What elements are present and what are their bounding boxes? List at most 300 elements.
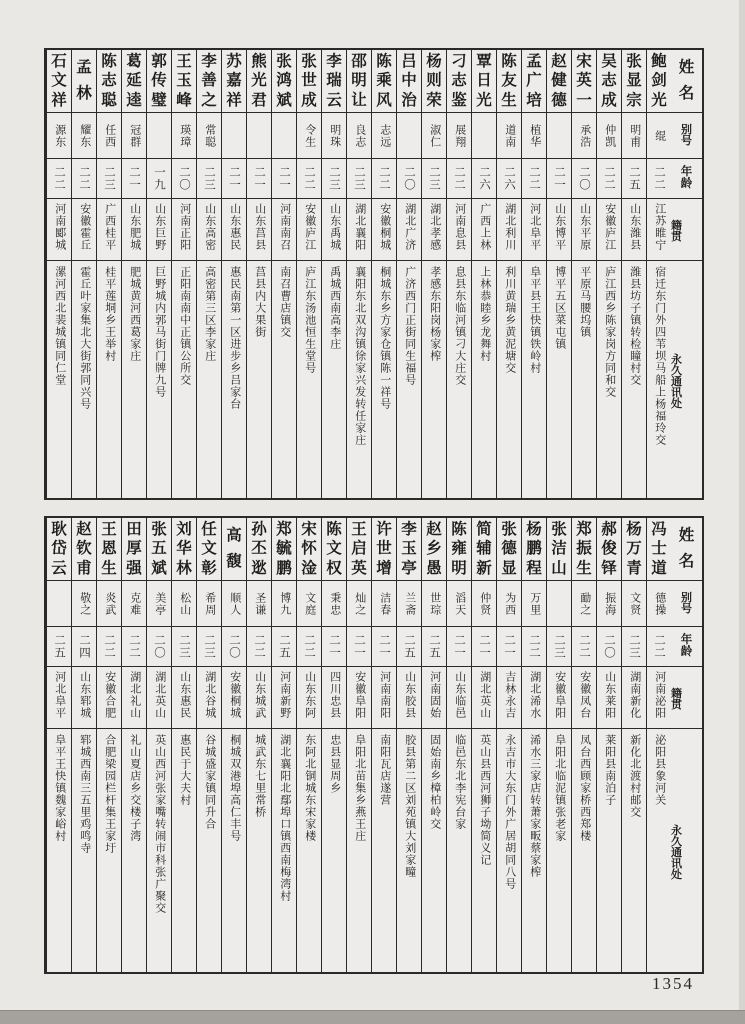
name-char: 熊 (251, 52, 267, 70)
native-place-cell (522, 667, 546, 729)
name-char: 成 (601, 91, 617, 109)
age-cell-text: 二一 (453, 634, 466, 659)
name-char: 治 (401, 91, 417, 109)
name-cell (597, 50, 621, 113)
header-label-char: 永 (671, 824, 682, 837)
age-cell (497, 627, 521, 667)
header-age-cell (671, 159, 702, 199)
native-place-cell-text: 山东临邑 (453, 671, 466, 719)
entry-column (271, 518, 296, 972)
name-char: 光 (251, 72, 267, 90)
header-native-cell (671, 667, 702, 729)
alias-cell-text: 源东 (53, 123, 66, 148)
age-cell-text: 二二 (103, 634, 116, 659)
entry-column (471, 50, 496, 498)
name-char: 俊 (601, 540, 617, 558)
alias-cell (647, 113, 671, 159)
name-char: 增 (376, 559, 392, 577)
age-cell (622, 159, 646, 199)
age-cell (322, 627, 346, 667)
entry-column (421, 50, 446, 498)
name-cell (97, 50, 121, 113)
entry-column (71, 50, 96, 498)
name-cell (222, 518, 246, 581)
age-cell-text: 二一 (278, 166, 291, 191)
alias-cell-text: 文贤 (628, 591, 641, 616)
scan-edge-bottom (0, 1010, 745, 1024)
age-cell-text: 二二 (603, 166, 616, 191)
name-char: 李 (201, 52, 217, 70)
name-char: 馥 (226, 553, 242, 571)
name-char: 鹏 (276, 559, 292, 577)
age-cell (97, 627, 121, 667)
native-place-cell (172, 667, 196, 729)
address-cell-text: 巨野城内郭马街门牌九号 (153, 266, 166, 398)
name-char: 葛 (126, 52, 142, 70)
address-cell-text: 凤台西顾家桥西郑楼 (578, 734, 591, 842)
native-place-cell-text: 山东郓城 (78, 671, 91, 719)
address-cell (597, 261, 621, 498)
address-cell (247, 261, 271, 498)
address-cell (372, 729, 396, 972)
address-cell-text: 新化北渡村邮交 (628, 734, 641, 818)
name-char: 覃 (476, 52, 492, 70)
address-cell-text: 谷城盛家镇同升合 (203, 734, 216, 830)
age-cell-text: 二二 (253, 634, 266, 659)
age-cell (547, 627, 571, 667)
address-cell-text: 胶县第二区刘苑镇大刘家疃 (403, 734, 416, 878)
header-label-char: 久 (671, 835, 682, 848)
alias-cell-text: 松山 (178, 591, 191, 616)
name-char: 友 (501, 72, 517, 90)
alias-cell (72, 113, 96, 159)
age-cell-text: 二〇 (578, 166, 591, 191)
name-char: 玉 (401, 540, 417, 558)
name-char: 璧 (151, 91, 167, 109)
alias-cell-text: 灿之 (353, 591, 366, 616)
native-place-cell-text: 湖北英山 (153, 671, 166, 719)
address-cell (522, 261, 546, 498)
alias-cell-text: 希周 (203, 591, 216, 616)
age-cell (572, 159, 596, 199)
name-char: 高 (226, 527, 242, 545)
name-char: 文 (326, 540, 342, 558)
address-cell-text: 庐江东汤池恒生堂号 (303, 266, 316, 374)
age-cell-text: 二〇 (228, 634, 241, 659)
age-cell (197, 159, 221, 199)
header-column (671, 50, 702, 498)
name-cell (547, 50, 571, 113)
age-cell (497, 159, 521, 199)
native-place-cell-text: 安徽合肥 (103, 671, 116, 719)
native-place-cell-text: 湖北浠水 (528, 671, 541, 719)
native-place-cell (372, 667, 396, 729)
name-cell (422, 518, 446, 581)
native-place-cell-text: 安徽凤台 (578, 671, 591, 719)
native-place-cell-text: 山东禹城 (328, 203, 341, 251)
alias-cell-text: 振海 (603, 591, 616, 616)
address-cell (422, 261, 446, 498)
name-char: 显 (501, 559, 517, 577)
alias-cell (47, 581, 71, 627)
native-place-cell-text: 河北阜平 (53, 671, 66, 719)
alias-cell (497, 113, 521, 159)
name-char: 林 (176, 559, 192, 577)
native-place-cell (47, 667, 71, 729)
name-cell (522, 50, 546, 113)
header-label-char: 年 (680, 166, 693, 178)
age-cell (72, 627, 96, 667)
name-char: 郝 (601, 520, 617, 538)
name-char: 世 (376, 540, 392, 558)
native-place-cell (297, 199, 321, 261)
age-cell (422, 159, 446, 199)
alias-cell (72, 581, 96, 627)
name-cell (397, 518, 421, 581)
address-cell-text: 博平五区菜屯镇 (553, 266, 566, 350)
native-place-cell (397, 667, 421, 729)
native-place-cell-text: 山东莒县 (253, 203, 266, 251)
name-cell (522, 518, 546, 581)
name-char: 冯 (651, 520, 667, 538)
entry-column (396, 50, 421, 498)
header-label-char: 年 (680, 634, 693, 646)
entry-column (271, 50, 296, 498)
age-cell-text: 二二 (453, 166, 466, 191)
name-char: 之 (201, 91, 217, 109)
native-place-cell (547, 199, 571, 261)
name-char: 赵 (551, 52, 567, 70)
name-cell (622, 518, 646, 581)
entry-column (146, 50, 171, 498)
name-char: 雍 (451, 540, 467, 558)
alias-cell (147, 581, 171, 627)
address-cell-text: 惠民南第一区进步乡吕家台 (228, 266, 241, 410)
native-place-cell (447, 667, 471, 729)
address-cell (522, 729, 546, 972)
native-place-cell (447, 199, 471, 261)
native-place-cell (322, 667, 346, 729)
page-number: 1354 (652, 974, 694, 993)
alias-cell-text: 仲凯 (603, 123, 616, 148)
native-place-cell (197, 667, 221, 729)
address-cell-text: 潍县坊子镇转检瞳村交 (628, 266, 641, 386)
age-cell-text: 二一 (253, 166, 266, 191)
native-place-cell (97, 667, 121, 729)
entry-column (96, 518, 121, 972)
entry-column (171, 518, 196, 972)
age-cell (322, 159, 346, 199)
name-char: 德 (501, 540, 517, 558)
name-char: 逵 (126, 91, 142, 109)
alias-cell (622, 581, 646, 627)
native-place-cell (147, 667, 171, 729)
name-cell (72, 50, 96, 113)
address-cell (297, 261, 321, 498)
native-place-cell (347, 199, 371, 261)
age-cell (472, 159, 496, 199)
native-place-cell (247, 667, 271, 729)
name-cell (122, 518, 146, 581)
native-place-cell-text: 河南固始 (428, 671, 441, 719)
header-label-char: 籍 (671, 219, 682, 232)
age-cell (447, 159, 471, 199)
address-cell (447, 261, 471, 498)
name-char: 刁 (451, 52, 467, 70)
entry-column (546, 50, 571, 498)
header-age-cell (671, 627, 702, 667)
header-label-char: 名 (678, 553, 695, 571)
name-char: 英 (351, 559, 367, 577)
alias-cell-text: 博九 (278, 591, 291, 616)
native-place-cell-text: 广西桂平 (103, 203, 116, 251)
address-cell (297, 729, 321, 972)
directory-table-upper (44, 48, 704, 500)
alias-cell (547, 113, 571, 159)
native-place-cell-text: 四川忠县 (328, 671, 341, 719)
address-cell (47, 261, 71, 498)
entry-column (196, 50, 221, 498)
alias-cell (47, 113, 71, 159)
name-char: 振 (576, 540, 592, 558)
address-cell-text: 莱阳县南泊子 (603, 734, 616, 806)
name-char: 吕 (401, 52, 417, 70)
alias-cell-text: 淑仁 (428, 123, 441, 148)
name-char: 孟 (526, 52, 542, 70)
name-cell (197, 518, 221, 581)
name-char: 广 (526, 72, 542, 90)
name-char: 斌 (276, 91, 292, 109)
alias-cell (597, 581, 621, 627)
native-place-cell-text: 安徽庐江 (303, 203, 316, 251)
name-cell (372, 518, 396, 581)
alias-cell (172, 113, 196, 159)
name-char: 张 (626, 52, 642, 70)
native-place-cell-text: 吉林永吉 (503, 671, 516, 719)
name-char: 文 (201, 540, 217, 558)
address-cell (97, 729, 121, 972)
name-char: 生 (576, 559, 592, 577)
entry-column (596, 50, 621, 498)
name-char: 玉 (176, 72, 192, 90)
address-cell-text: 平原马腰坞镇 (578, 266, 591, 338)
alias-cell (122, 113, 146, 159)
name-char: 辅 (476, 540, 492, 558)
age-cell-text: 二〇 (603, 634, 616, 659)
name-char: 刘 (176, 520, 192, 538)
age-cell (472, 627, 496, 667)
address-cell-text: 上林恭睦乡龙舞村 (478, 266, 491, 362)
alias-cell (272, 113, 296, 159)
alias-cell-text: 任西 (103, 123, 116, 148)
entry-column (571, 518, 596, 972)
name-char: 强 (126, 559, 142, 577)
native-place-cell (472, 667, 496, 729)
name-char: 培 (526, 91, 542, 109)
native-place-cell-text: 山东城武 (253, 671, 266, 719)
name-cell (122, 50, 146, 113)
alias-cell-text: 德操 (653, 591, 666, 616)
alias-cell (647, 581, 671, 627)
age-cell-text: 二一 (378, 634, 391, 659)
native-place-cell-text: 安徽阜阳 (553, 671, 566, 719)
header-label-char: 讯 (671, 386, 682, 399)
native-place-cell-text: 湖北孝感 (428, 203, 441, 251)
alias-cell-text: 顺人 (228, 591, 241, 616)
header-alias-cell (671, 581, 702, 627)
entry-column (396, 518, 421, 972)
native-place-cell (322, 199, 346, 261)
name-char: 许 (376, 520, 392, 538)
age-cell-text: 二三 (428, 166, 441, 191)
address-cell (47, 729, 71, 972)
scan-edge-right (739, 0, 745, 1024)
name-cell (622, 50, 646, 113)
age-cell-text: 二二 (578, 634, 591, 659)
age-cell (122, 159, 146, 199)
native-place-cell (597, 667, 621, 729)
alias-cell (622, 113, 646, 159)
address-cell-text: 固始南乡樟柏岭交 (428, 734, 441, 830)
entry-column (46, 518, 71, 972)
address-cell (472, 261, 496, 498)
name-char: 陈 (326, 520, 342, 538)
native-place-cell-text: 湖北利川 (503, 203, 516, 251)
native-place-cell-text: 安徽桐城 (228, 671, 241, 719)
name-cell (297, 518, 321, 581)
entry-column (496, 50, 521, 498)
native-place-cell-text: 安徽霍丘 (78, 203, 91, 251)
alias-cell-text: 世琮 (428, 591, 441, 616)
address-cell (197, 261, 221, 498)
alias-cell (97, 113, 121, 159)
age-cell (597, 627, 621, 667)
native-place-cell (347, 667, 371, 729)
name-char: 赵 (76, 520, 92, 538)
name-char: 铎 (601, 559, 617, 577)
native-place-cell (497, 199, 521, 261)
name-char: 任 (201, 520, 217, 538)
alias-cell (372, 581, 396, 627)
age-cell (247, 159, 271, 199)
native-place-cell (422, 199, 446, 261)
age-cell (297, 159, 321, 199)
name-char: 英 (576, 72, 592, 90)
header-label-char: 别 (681, 591, 692, 604)
name-char: 鲍 (651, 52, 667, 70)
address-cell (647, 729, 671, 972)
name-char: 苏 (226, 52, 242, 70)
age-cell-text: 二二 (303, 634, 316, 659)
alias-cell (347, 113, 371, 159)
alias-cell (147, 113, 171, 159)
age-cell-text: 一九 (153, 166, 166, 191)
address-cell (572, 261, 596, 498)
age-cell-text: 二〇 (178, 166, 191, 191)
address-cell (97, 261, 121, 498)
native-place-cell-text: 河南正阳 (178, 203, 191, 251)
name-char: 乘 (376, 72, 392, 90)
native-place-cell (147, 199, 171, 261)
native-place-cell-text: 广西上林 (478, 203, 491, 251)
native-place-cell-text: 湖北襄阳 (353, 203, 366, 251)
name-cell (72, 518, 96, 581)
address-cell-text: 合肥梁园栏杆集王家圩 (103, 734, 116, 854)
address-cell (447, 729, 471, 972)
alias-cell-text: 良志 (353, 123, 366, 148)
age-cell (647, 159, 671, 199)
age-cell (397, 627, 421, 667)
entry-column (246, 518, 271, 972)
age-cell-text: 二一 (478, 634, 491, 659)
header-label-char: 别 (681, 123, 692, 136)
name-char: 嘉 (226, 72, 242, 90)
header-label-char: 姓 (678, 527, 695, 545)
alias-cell (247, 581, 271, 627)
name-char: 万 (626, 540, 642, 558)
name-char: 钦 (76, 540, 92, 558)
name-cell (147, 518, 171, 581)
address-cell-text: 南阳瓦店遂营 (378, 734, 391, 806)
address-cell-text: 阜阳北苗集乡燕王庄 (353, 734, 366, 842)
header-address-cell (671, 261, 702, 498)
age-cell (647, 627, 671, 667)
name-char: 张 (501, 520, 517, 538)
age-cell (272, 627, 296, 667)
native-place-cell-text: 河北阜平 (528, 203, 541, 251)
address-cell-text: 南召曹店镇交 (278, 266, 291, 338)
address-cell-text: 广济西门正街同生福号 (403, 266, 416, 386)
native-place-cell-text: 山东平原 (578, 203, 591, 251)
address-cell (547, 261, 571, 498)
native-place-cell-text: 河南南召 (278, 203, 291, 251)
native-place-cell (197, 199, 221, 261)
address-cell-text: 英山县西河狮子坳简义记 (478, 734, 491, 866)
native-place-cell-text: 湖北礼山 (128, 671, 141, 719)
address-cell-text: 阜平王快镇魏家峪村 (53, 734, 66, 842)
header-label-char: 号 (681, 602, 692, 615)
name-char: 简 (476, 520, 492, 538)
name-cell (597, 518, 621, 581)
name-char: 王 (101, 520, 117, 538)
name-cell (572, 518, 596, 581)
header-name-cell (671, 50, 702, 113)
alias-cell-text: 万里 (528, 591, 541, 616)
name-char: 剑 (651, 72, 667, 90)
age-cell (397, 159, 421, 199)
header-label-char: 龄 (680, 177, 693, 190)
address-cell (422, 729, 446, 972)
alias-cell-text: 克难 (128, 591, 141, 616)
name-char: 新 (476, 559, 492, 577)
entry-column (421, 518, 446, 972)
address-cell-text: 肥城黄河西葛家庄 (128, 266, 141, 362)
native-place-cell-text: 湖南新化 (628, 671, 641, 719)
name-char: 孙 (251, 520, 267, 538)
name-char: 李 (326, 52, 342, 70)
name-char: 张 (276, 52, 292, 70)
address-cell-text: 惠民于大夫村 (178, 734, 191, 806)
name-char: 杨 (626, 520, 642, 538)
name-char: 吴 (601, 52, 617, 70)
entry-column (471, 518, 496, 972)
alias-cell-text: 耀东 (78, 123, 91, 148)
alias-cell (322, 113, 346, 159)
name-char: 杨 (426, 52, 442, 70)
address-cell (397, 261, 421, 498)
name-char: 显 (626, 72, 642, 90)
age-cell (147, 159, 171, 199)
